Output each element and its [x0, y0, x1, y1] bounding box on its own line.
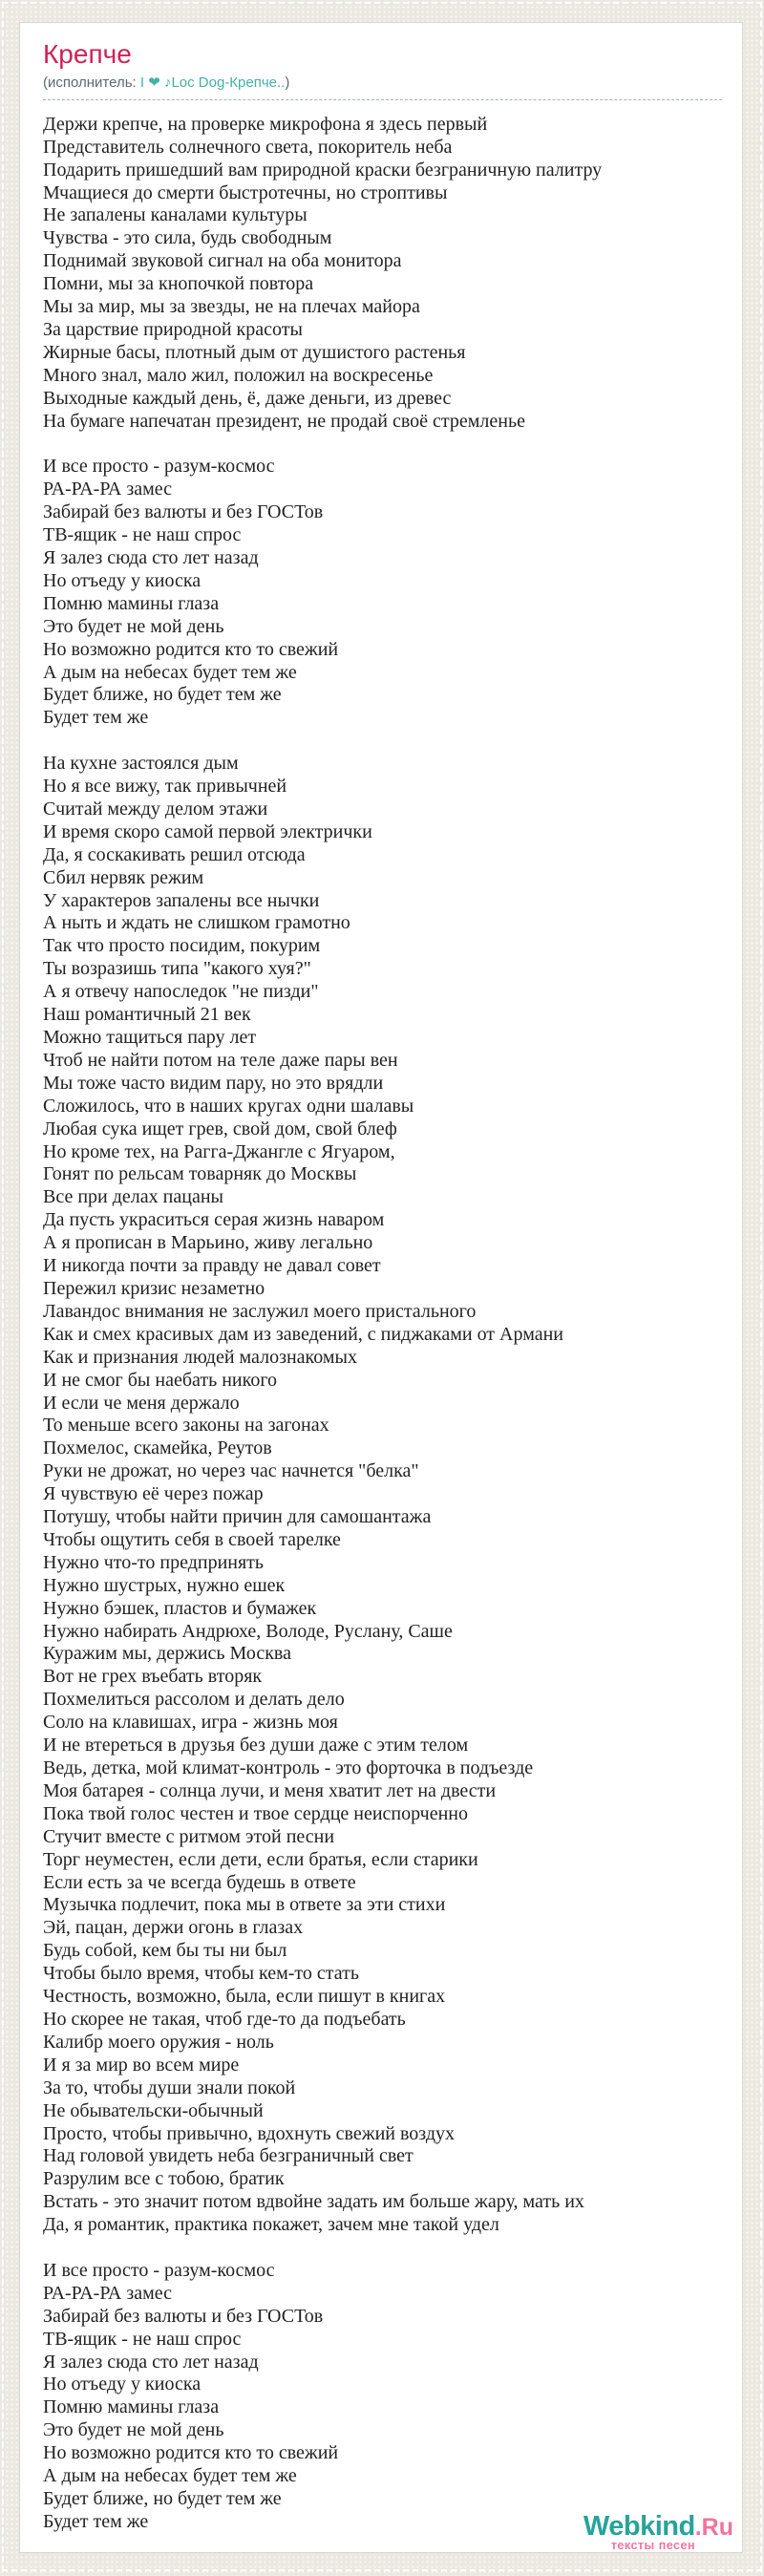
stanza [43, 2260, 742, 2534]
lyric-line: И все просто - разум-космос [43, 456, 275, 478]
lyric-line: Калибр моего оружия - ноль [43, 2031, 274, 2053]
lyric-line: Мы тоже часто видим пару, но это врядли [43, 1072, 384, 1094]
lyric-line: Я залез сюда сто лет назад [43, 547, 259, 568]
lyric-line: И не втереться в друзья без души даже с этим телом [43, 1735, 469, 1756]
lyric-line: Жирные басы, плотный дым от душистого растенья [43, 341, 466, 363]
lyric-line: За то, чтобы души знали покой [43, 2076, 296, 2098]
logo-ru-text: .Ru [694, 2513, 733, 2541]
stanza [43, 753, 742, 2237]
lyric-line: Ты возразишь типа "какого хуя?" [43, 958, 311, 980]
lyric-line: Но скорее не такая, чтоб где-то да подъебать [43, 2008, 406, 2030]
lyric-line: Просто, чтобы привычно, вдохнуть свежий воздух [43, 2122, 456, 2144]
lyric-line: Чтоб не найти потом на теле даже пары вен [43, 1049, 398, 1071]
lyric-line: Сложилось, что в наших кругах одни шалавы [43, 1095, 414, 1117]
lyric-line: Чтобы ощутить себя в своей тарелке [43, 1528, 341, 1550]
lyric-line: Похмелиться рассолом и делать дело [43, 1689, 345, 1711]
lyric-line: Будет тем же [43, 707, 149, 729]
lyric-line: Руки не дрожат, но через час начнется "белка" [43, 1460, 419, 1482]
lyric-line: Это будет не мой день [43, 2419, 224, 2441]
lyric-line: Нужно шустрых, нужно ешек [43, 1574, 286, 1596]
lyric-line: Мчащиеся до смерти быстротечны, но строптивы [43, 181, 448, 203]
lyric-line: Да, я романтик, практика покажет, зачем мне такой удел [43, 2214, 499, 2236]
lyric-line: Ведь, детка, мой климат-контроль - это форточка в подъезде [43, 1757, 534, 1779]
lyric-line: То меньше всего законы на загонах [43, 1415, 329, 1437]
artist-suffix: ) [285, 74, 290, 91]
lyric-line: У характеров запалены все нычки [43, 889, 320, 911]
lyric-line: Помню мамины глаза [43, 592, 220, 614]
lyric-line: Но отъеду у киоска [43, 2374, 202, 2395]
lyrics-card [19, 22, 743, 2553]
lyric-line: А дым на небесах будет тем же [43, 2465, 297, 2487]
lyric-line: Эй, пацан, держи огонь в глазах [43, 1917, 304, 1939]
lyric-line: Если есть за че всегда будешь в ответе [43, 1871, 356, 1893]
lyric-line: Торг неуместен, если дети, если братья, если старики [43, 1848, 478, 1870]
lyric-line: Но я все вижу, так привычней [43, 776, 287, 798]
lyrics [43, 114, 742, 2534]
artist-link[interactable]: I ❤ ♪Loc Dog-Крепче.. [139, 74, 286, 91]
lyric-line: Пока твой голос честен и твое сердце неиспорченно [43, 1802, 468, 1824]
lyric-line: Лавандос внимания не заслужил моего пристального [43, 1300, 477, 1322]
lyric-line: Но возможно родится кто то свежий [43, 2442, 339, 2464]
lyric-line: И все просто - разум-космос [43, 2259, 275, 2281]
lyric-line: РА-РА-РА замес [43, 479, 173, 500]
lyric-line: Да пусть украситься серая жизнь наваром [43, 1209, 385, 1231]
logo-tagline: тексты песен [610, 2538, 695, 2552]
lyric-line: А дым на небесах будет тем же [43, 661, 297, 683]
lyric-line: И если че меня держало [43, 1392, 240, 1414]
lyric-line: Наш романтичный 21 век [43, 1004, 251, 1026]
lyric-line: Помни, мы за кнопочкой повтора [43, 273, 314, 295]
lyric-line: Так что просто посидим, покурим [43, 935, 321, 957]
stanza [43, 456, 742, 730]
lyric-line: И я за мир во всем мире [43, 2054, 240, 2076]
lyric-line: Это будет не мой день [43, 615, 224, 637]
lyric-line: ТВ-ящик - не наш спрос [43, 2328, 242, 2350]
lyric-line: Соло на клавишах, игра - жизнь моя [43, 1712, 338, 1734]
lyric-line: Держи крепче, на проверке микрофона я здесь первый [43, 113, 488, 135]
lyric-line: Разрулим все с тобою, братик [43, 2168, 285, 2190]
lyric-line: Куражим мы, держись Москва [43, 1643, 291, 1665]
artist-label: (исполнитель: [43, 74, 140, 91]
artist-row [43, 74, 722, 100]
lyric-line: На кухне застоялся дым [43, 753, 239, 775]
lyric-line: Чувства - это сила, будь свободным [43, 227, 332, 249]
lyric-line: Нужно что-то предпринять [43, 1551, 265, 1573]
lyric-line: Музычка подлечит, пока мы в ответе за эти стихи [43, 1894, 446, 1916]
lyric-line: Моя батарея - солнца лучи, и меня хватит лет на двести [43, 1779, 497, 1801]
lyric-line: Потушу, чтобы найти причин для самошантажа [43, 1506, 432, 1528]
lyric-line: ТВ-ящик - не наш спрос [43, 524, 242, 546]
lyric-line: Я залез сюда сто лет назад [43, 2351, 259, 2373]
logo-wordmark [583, 2510, 733, 2542]
lyric-line: Забирай без валюты и без ГОСТов [43, 2305, 324, 2327]
lyric-line: Забирай без валюты и без ГОСТов [43, 501, 324, 523]
lyric-line: Гонят по рельсам товарняк до Москвы [43, 1163, 357, 1185]
lyric-line: Будет тем же [43, 2510, 149, 2532]
lyric-line: Пережил кризис незаметно [43, 1277, 265, 1299]
lyric-line: РА-РА-РА замес [43, 2282, 173, 2304]
lyric-line: Да, я соскакивать решил отсюда [43, 843, 306, 865]
lyric-line: Мы за мир, мы за звезды, не на плечах майора [43, 296, 420, 318]
lyric-line: Не обывательски-обычный [43, 2099, 264, 2121]
lyric-line: Любая сука ищет грев, свой дом, свой блеф [43, 1118, 397, 1139]
lyric-line: Я чувствую её через пожар [43, 1483, 264, 1505]
lyric-line: Похмелос, скамейка, Реутов [43, 1437, 272, 1459]
lyric-line: Над головой увидеть неба безграничный свет [43, 2145, 414, 2167]
lyric-line: И никогда почти за правду не давал совет [43, 1255, 381, 1277]
logo-webkind-text: Webkind [583, 2510, 695, 2542]
lyric-line: Будет ближе, но будет тем же [43, 2488, 282, 2509]
lyric-line: Нужно набирать Андрюхе, Володе, Руслану, Саше [43, 1620, 453, 1642]
stanza [43, 114, 742, 434]
lyric-line: Но кроме тех, на Рагга-Джангле с Ягуаром, [43, 1140, 395, 1162]
lyric-line: Как и смех красивых дам из заведений, с пиджаками от Армани [43, 1323, 563, 1345]
lyric-line: Будь собой, кем бы ты ни был [43, 1940, 287, 1962]
page-title: Крепче [43, 39, 132, 69]
webkind-logo[interactable] [583, 2510, 733, 2552]
lyric-line: Сбил нервяк режим [43, 866, 204, 888]
lyric-line: Но отъеду у киоска [43, 569, 202, 591]
lyric-line: Много знал, мало жил, положил на воскресенье [43, 364, 434, 386]
lyric-line: И не смог бы наебать никого [43, 1369, 278, 1391]
lyric-line: Чтобы было время, чтобы кем-то стать [43, 1963, 359, 1985]
lyric-line: Честность, возможно, была, если пишут в книгах [43, 1986, 446, 2008]
lyric-line: А ныть и ждать не слишком грамотно [43, 912, 350, 934]
lyric-line: На бумаге напечатан президент, не продай своё стремленье [43, 410, 525, 432]
lyric-line: Нужно бэшек, пластов и бумажек [43, 1597, 317, 1619]
lyric-line: Представитель солнечного света, покоритель неба [43, 136, 453, 158]
lyric-line: Можно тащиться пару лет [43, 1027, 257, 1049]
lyric-line: Все при делах пацаны [43, 1186, 223, 1208]
lyric-line: А я прописан в Марьино, живу легально [43, 1232, 373, 1254]
lyric-line: Подарить пришедший вам природной краски безграничную палитру [43, 159, 603, 181]
lyric-line: Будет ближе, но будет тем же [43, 684, 282, 706]
lyric-line: Помню мамины глаза [43, 2396, 220, 2418]
lyric-line: Не запалены каналами культуры [43, 204, 308, 226]
lyric-line: Встать - это значит потом вдвойне задать им больше жару, мать их [43, 2191, 584, 2213]
lyric-line: Считай между делом этажи [43, 798, 268, 820]
lyric-line: Но возможно родится кто то свежий [43, 638, 339, 660]
lyric-line: И время скоро самой первой электрички [43, 820, 372, 842]
lyric-line: За царствие природной красоты [43, 318, 303, 340]
lyric-line: Поднимай звуковой сигнал на оба монитора [43, 250, 402, 272]
lyric-line: Выходные каждый день, ё, даже деньги, из древес [43, 387, 452, 409]
lyric-line: Стучит вместе с ритмом этой песни [43, 1825, 335, 1847]
lyric-line: А я отвечу напоследок "не пизди" [43, 981, 319, 1003]
lyric-line: Вот не грех въебать вторяк [43, 1666, 263, 1688]
lyric-line: Как и признания людей малознакомых [43, 1346, 357, 1368]
